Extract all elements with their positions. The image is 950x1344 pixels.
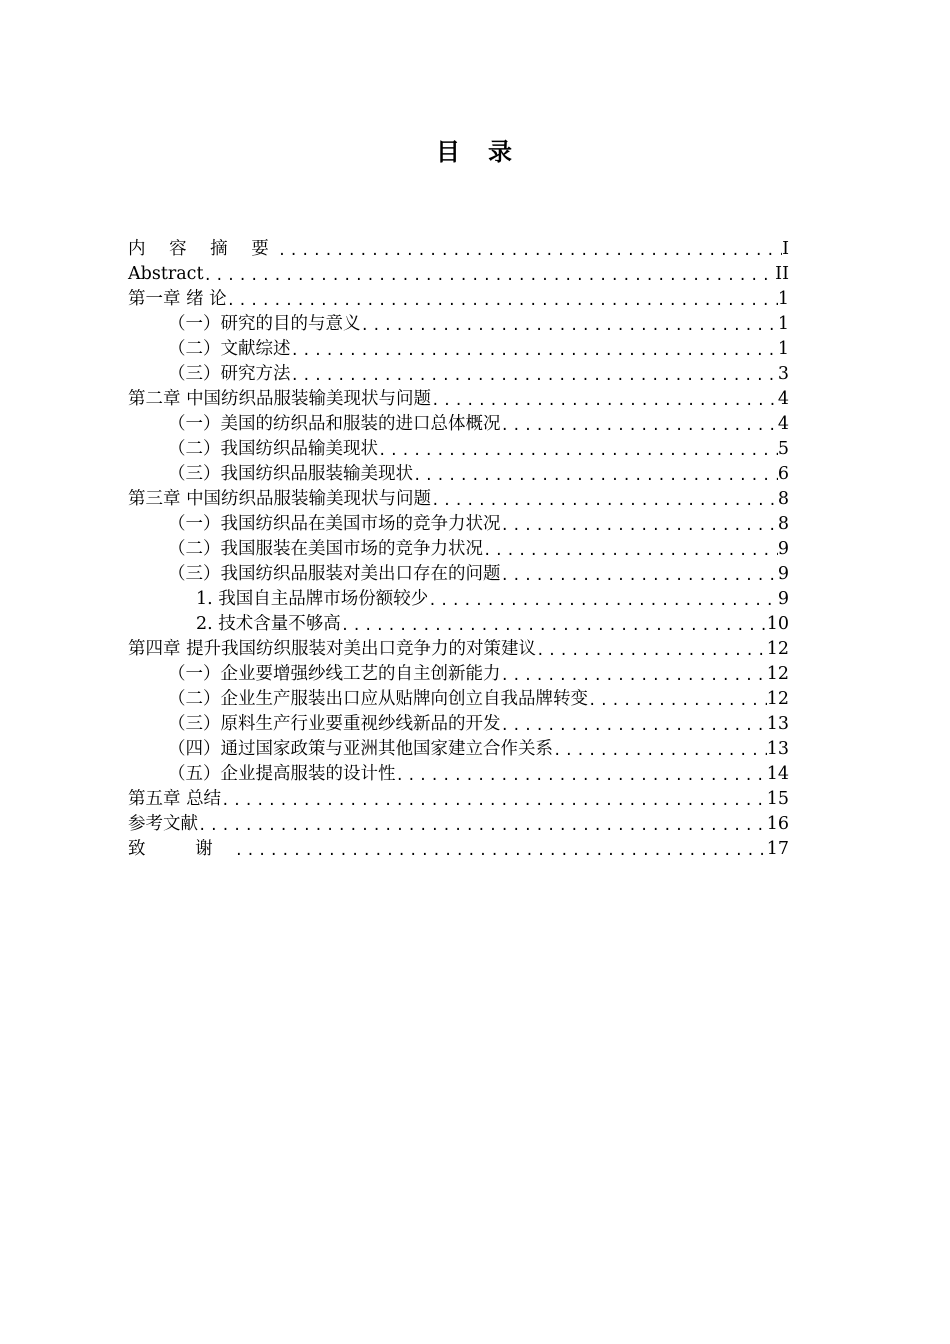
toc-dot-leader bbox=[221, 790, 767, 812]
toc-entry[interactable] bbox=[128, 712, 789, 737]
toc-entry-page: 1 bbox=[777, 339, 789, 359]
toc-entry[interactable] bbox=[128, 562, 789, 587]
toc-entry-label: （二）我国服装在美国市场的竞争力状况 bbox=[168, 539, 483, 559]
toc-dot-leader bbox=[396, 765, 767, 787]
toc-dot-leader bbox=[431, 390, 778, 412]
toc-entry-label: 内 容 摘 要 bbox=[128, 239, 278, 259]
toc-dot-leader bbox=[198, 815, 767, 837]
toc-entry-label: （二）企业生产服装出口应从贴牌向创立自我品牌转变 bbox=[168, 689, 588, 709]
toc-entry[interactable] bbox=[128, 637, 789, 662]
toc-entry-page: 15 bbox=[766, 789, 789, 809]
toc-dot-leader bbox=[341, 615, 767, 637]
toc-entry-label: （三）研究方法 bbox=[168, 364, 291, 384]
toc-entry-label: （二）我国纺织品输美现状 bbox=[168, 439, 378, 459]
toc-entry[interactable] bbox=[128, 762, 789, 787]
toc-entry-page: 5 bbox=[777, 439, 789, 459]
toc-entry-label: Abstract bbox=[128, 264, 204, 284]
toc-entry-page: 6 bbox=[777, 464, 789, 484]
toc-entry[interactable] bbox=[128, 387, 789, 412]
toc-entry-page: 9 bbox=[777, 564, 789, 584]
page-title: 目 录 bbox=[436, 138, 514, 166]
toc-entry-page: 12 bbox=[766, 639, 789, 659]
toc-entry-label: （二）文献综述 bbox=[168, 339, 291, 359]
toc-entry-page: 4 bbox=[777, 414, 789, 434]
toc-entry-label: （一）企业要增强纱线工艺的自主创新能力 bbox=[168, 664, 501, 684]
toc-entry[interactable] bbox=[128, 312, 789, 337]
toc-entry[interactable] bbox=[128, 812, 789, 837]
toc-entry[interactable] bbox=[128, 362, 789, 387]
toc-dot-leader bbox=[501, 415, 778, 437]
toc-entry[interactable] bbox=[128, 837, 789, 862]
toc-entry-label: 致 谢 bbox=[128, 839, 235, 859]
toc-entry-page: 1 bbox=[777, 289, 789, 309]
toc-entry-page: 17 bbox=[766, 839, 789, 859]
toc-entry-page: I bbox=[782, 239, 789, 259]
toc-entry-label: （一）研究的目的与意义 bbox=[168, 314, 361, 334]
toc-dot-leader bbox=[553, 740, 767, 762]
toc-entry[interactable] bbox=[128, 412, 789, 437]
toc-entry-label: （一）我国纺织品在美国市场的竞争力状况 bbox=[168, 514, 501, 534]
toc-dot-leader bbox=[227, 290, 778, 312]
toc-entry-page: 16 bbox=[766, 814, 789, 834]
toc-entry-page: 3 bbox=[777, 364, 789, 384]
toc-entry-label: 2. 技术含量不够高 bbox=[196, 614, 341, 634]
toc-entry[interactable] bbox=[128, 662, 789, 687]
toc-entry[interactable] bbox=[128, 462, 789, 487]
toc-dot-leader bbox=[291, 365, 778, 387]
toc-entry[interactable] bbox=[128, 437, 789, 462]
toc-entry-page: 1 bbox=[777, 314, 789, 334]
table-of-contents bbox=[128, 237, 789, 862]
toc-entry[interactable] bbox=[128, 587, 789, 612]
toc-entry-page: II bbox=[775, 264, 789, 284]
toc-entry-page: 8 bbox=[777, 514, 789, 534]
toc-entry[interactable] bbox=[128, 787, 789, 812]
toc-dot-leader bbox=[413, 465, 778, 487]
toc-dot-leader bbox=[536, 640, 767, 662]
toc-entry[interactable] bbox=[128, 512, 789, 537]
toc-entry[interactable] bbox=[128, 337, 789, 362]
toc-dot-leader bbox=[361, 315, 778, 337]
toc-dot-leader bbox=[501, 565, 778, 587]
toc-dot-leader bbox=[483, 540, 778, 562]
toc-entry-page: 4 bbox=[777, 389, 789, 409]
toc-entry[interactable] bbox=[128, 487, 789, 512]
toc-entry[interactable] bbox=[128, 537, 789, 562]
toc-dot-leader bbox=[204, 265, 776, 287]
toc-entry-label: 第三章 中国纺织品服装输美现状与问题 bbox=[128, 489, 432, 509]
toc-entry-page: 14 bbox=[766, 764, 789, 784]
toc-entry-page: 9 bbox=[777, 589, 789, 609]
toc-dot-leader bbox=[501, 715, 767, 737]
toc-dot-leader bbox=[501, 665, 767, 687]
toc-entry[interactable] bbox=[128, 687, 789, 712]
toc-entry-label: 第二章 中国纺织品服装输美现状与问题 bbox=[128, 389, 432, 409]
toc-entry-page: 12 bbox=[766, 689, 789, 709]
toc-dot-leader bbox=[291, 340, 778, 362]
toc-dot-leader bbox=[588, 690, 767, 712]
toc-entry-label: （四）通过国家政策与亚洲其他国家建立合作关系 bbox=[168, 739, 553, 759]
toc-dot-leader bbox=[428, 590, 778, 612]
toc-entry[interactable] bbox=[128, 287, 789, 312]
toc-entry-label: 第四章 提升我国纺织服装对美出口竞争力的对策建议 bbox=[128, 639, 537, 659]
toc-entry-page: 13 bbox=[766, 714, 789, 734]
toc-entry[interactable] bbox=[128, 612, 789, 637]
toc-entry-page: 10 bbox=[766, 614, 789, 634]
toc-dot-leader bbox=[378, 440, 778, 462]
toc-entry[interactable] bbox=[128, 237, 789, 262]
toc-entry-page: 12 bbox=[766, 664, 789, 684]
toc-dot-leader bbox=[278, 240, 782, 262]
toc-entry-page: 13 bbox=[766, 739, 789, 759]
toc-entry-page: 9 bbox=[777, 539, 789, 559]
toc-entry-label: （三）我国纺织品服装输美现状 bbox=[168, 464, 413, 484]
toc-entry-label: 1. 我国自主品牌市场份额较少 bbox=[196, 589, 429, 609]
toc-dot-leader bbox=[235, 840, 767, 862]
toc-entry[interactable] bbox=[128, 262, 789, 287]
toc-entry-label: （三）原料生产行业要重视纱线新品的开发 bbox=[168, 714, 501, 734]
toc-entry[interactable] bbox=[128, 737, 789, 762]
toc-dot-leader bbox=[431, 490, 778, 512]
toc-entry-label: 第五章 总结 bbox=[128, 789, 222, 809]
toc-entry-page: 8 bbox=[777, 489, 789, 509]
toc-dot-leader bbox=[501, 515, 778, 537]
toc-entry-label: 参考文献 bbox=[128, 814, 198, 834]
toc-entry-label: 第一章 绪 论 bbox=[128, 289, 227, 309]
toc-entry-label: （一）美国的纺织品和服装的进口总体概况 bbox=[168, 414, 501, 434]
toc-entry-label: （三）我国纺织品服装对美出口存在的问题 bbox=[168, 564, 501, 584]
toc-entry-label: （五）企业提高服装的设计性 bbox=[168, 764, 396, 784]
